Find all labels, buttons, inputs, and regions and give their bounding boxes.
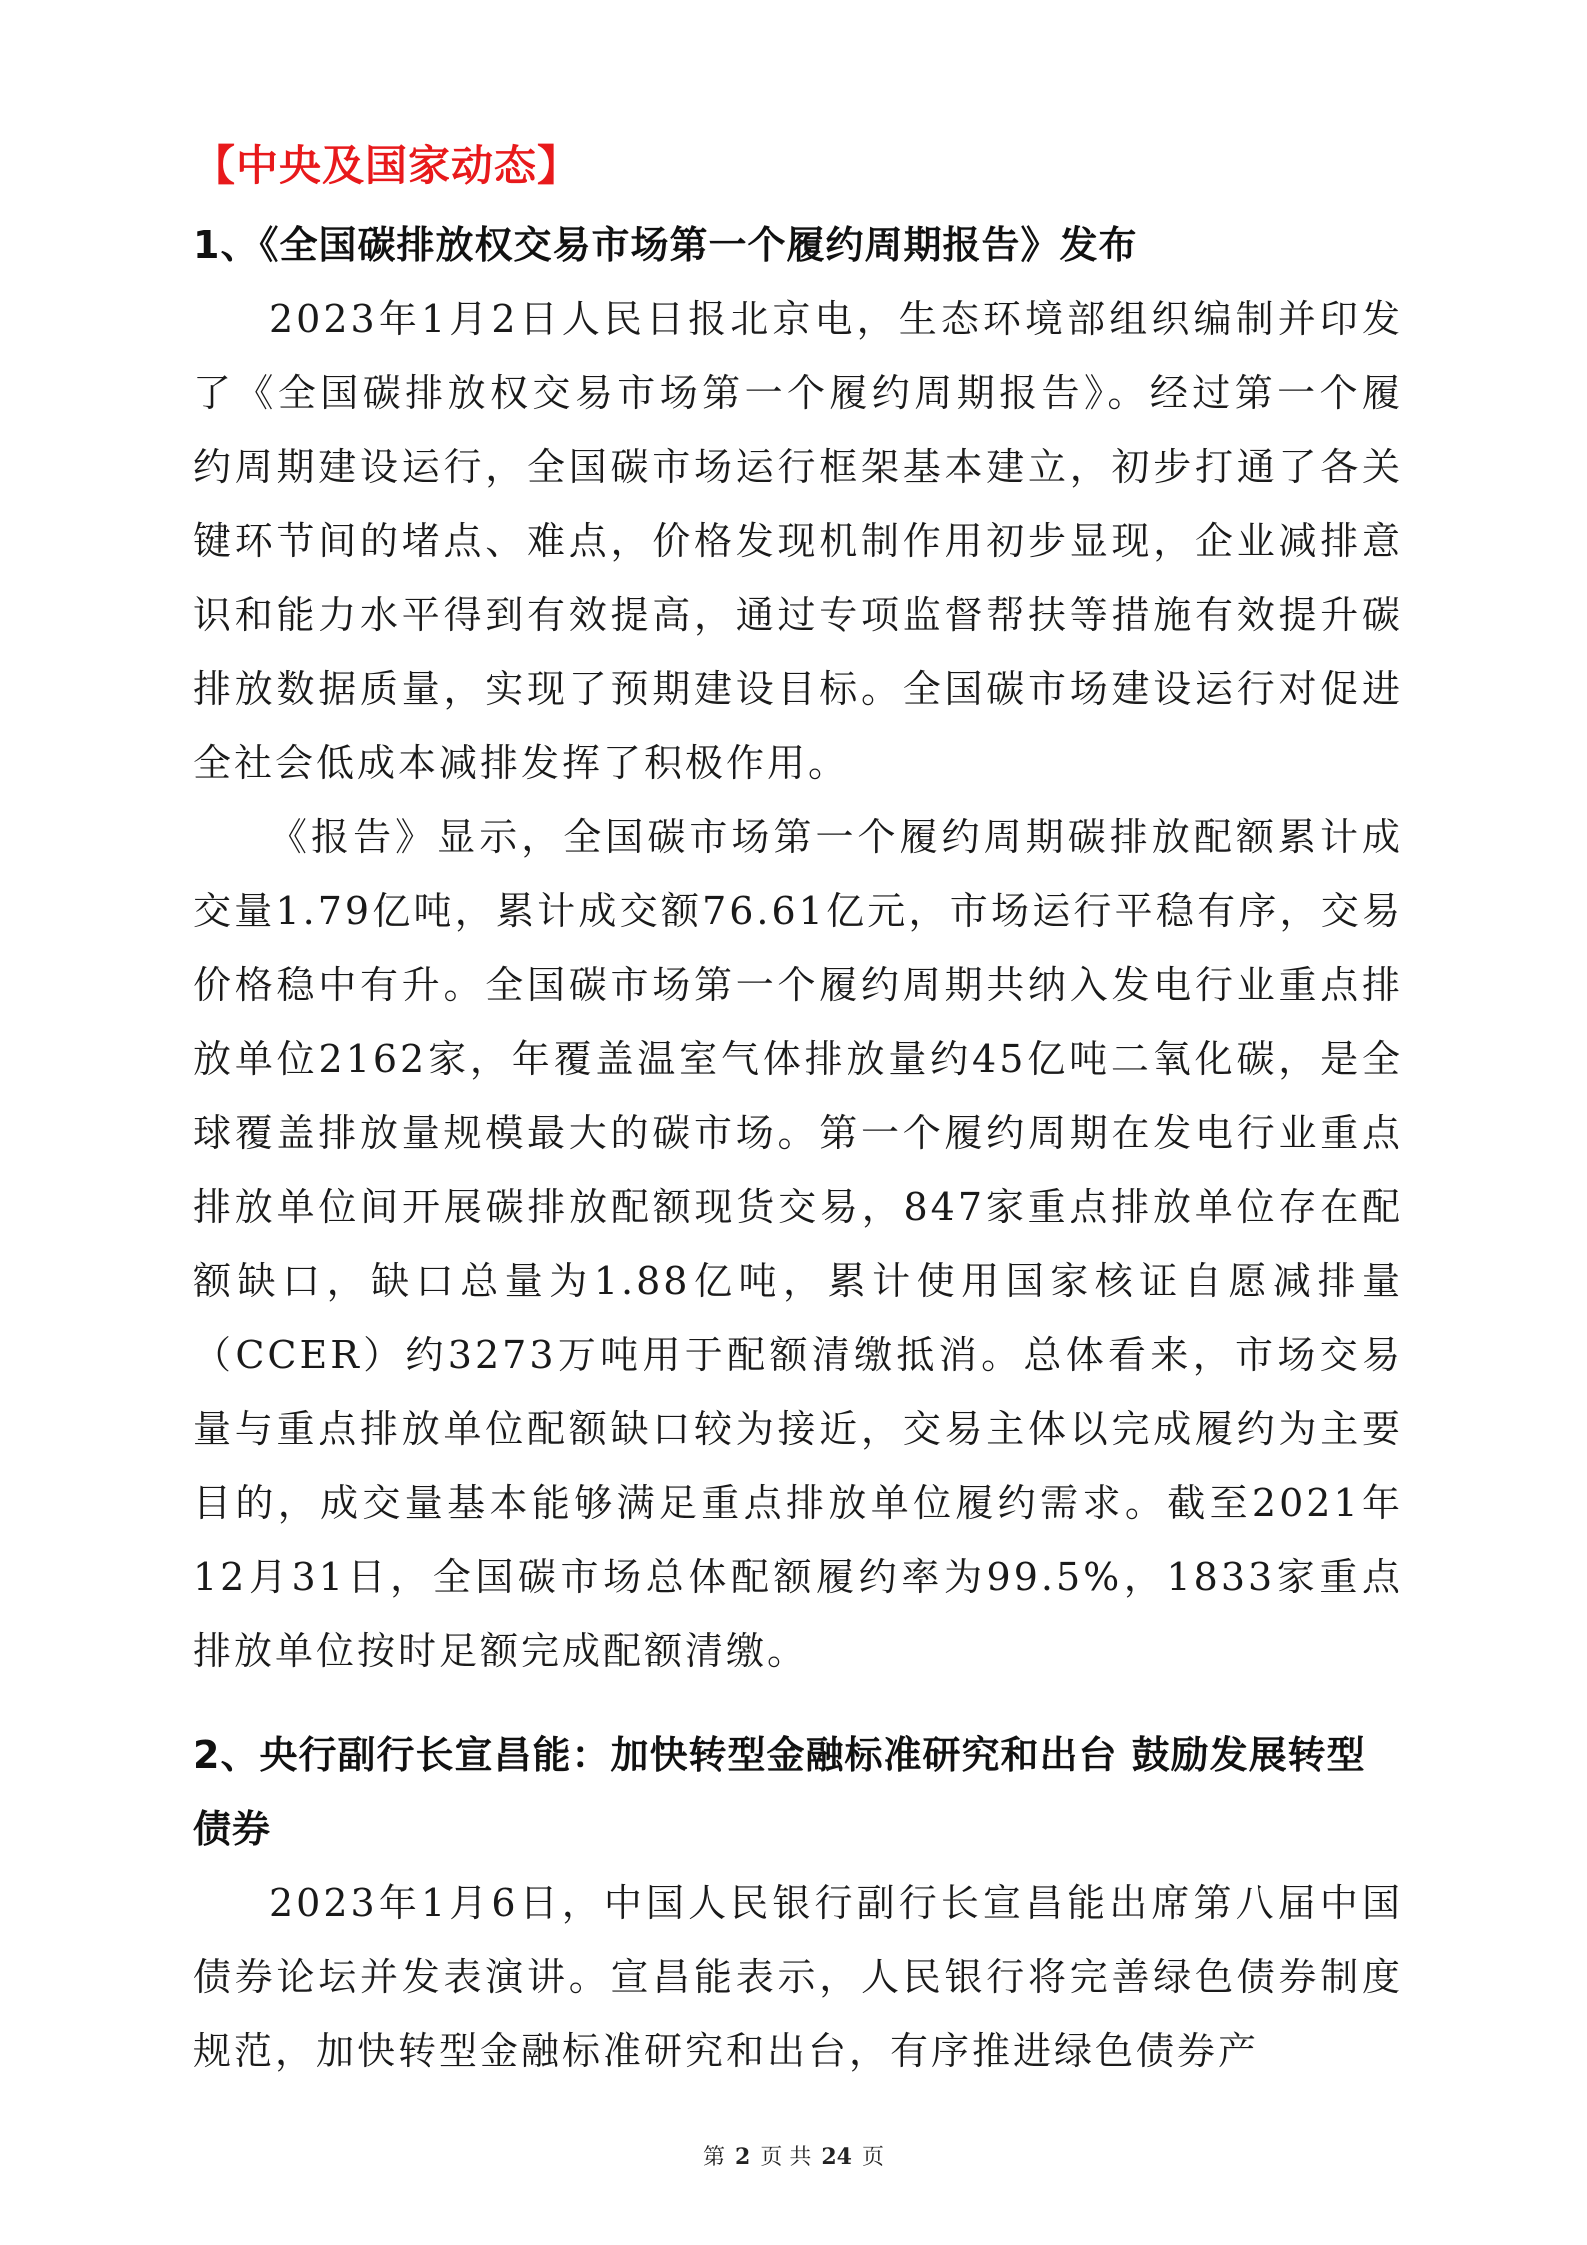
document-page: [193, 118, 1403, 2128]
page-footer: [0, 2140, 1587, 2171]
footer-mid: 页 共: [760, 2145, 812, 2170]
spacer: [193, 1688, 1403, 1718]
section-header: 【中央及国家动态】: [193, 141, 581, 190]
footer-suffix: 页: [861, 2145, 884, 2170]
article-2: [193, 1718, 1403, 2088]
footer-prefix: 第: [703, 2145, 726, 2170]
article-title: 2、央行副行长宣昌能：加快转型金融标准研究和出台 鼓励发展转型债券: [193, 1733, 1366, 1851]
footer-total-pages: 24: [821, 2144, 852, 2170]
article-paragraph: 《报告》显示，全国碳市场第一个履约周期碳排放配额累计成交量1.79亿吨，累计成交额76.61亿元，市场运行平稳有序，交易价格稳中有升。全国碳市场第一个履约周期共纳入发电行业重点排放单位2162家，年覆盖温室气体排放量约45亿吨二氧化碳，是全球覆盖排放量规模最大的碳市场。第一个履约周期在发电行业重点排放单位间开展碳排放配额现货交易，847家重点排放单位存在配额缺口，缺口总量为1.88亿吨，累计使用国家核证自愿减排量（CCER）约3273万吨用于配额清缴抵消。总体看来，市场交易量与重点排放单位配额缺口较为接近，交易主体以完成履约为主要目的，成交量基本能够满足重点排放单位履约需求。截至2021年12月31日，全国碳市场总体配额履约率为99.5%，1833家重点排放单位按时足额完成配额清缴。: [193, 815, 1403, 1673]
article-1: [193, 208, 1403, 1688]
article-paragraph: 2023年1月2日人民日报北京电，生态环境部组织编制并印发了《全国碳排放权交易市场第一个履约周期报告》。经过第一个履约周期建设运行，全国碳市场运行框架基本建立，初步打通了各关键环节间的堵点、难点，价格发现机制作用初步显现，企业减排意识和能力水平得到有效提高，通过专项监督帮扶等措施有效提升碳排放数据质量，实现了预期建设目标。全国碳市场建设运行对促进全社会低成本减排发挥了积极作用。: [193, 297, 1403, 785]
article-title: 1、《全国碳排放权交易市场第一个履约周期报告》发布: [193, 223, 1138, 267]
footer-page-number: 2: [735, 2144, 751, 2170]
article-paragraph: 2023年1月6日，中国人民银行副行长宣昌能出席第八届中国债券论坛并发表演讲。宣昌能表示，人民银行将完善绿色债券制度规范，加快转型金融标准研究和出台，有序推进绿色债券产: [193, 1881, 1403, 2073]
